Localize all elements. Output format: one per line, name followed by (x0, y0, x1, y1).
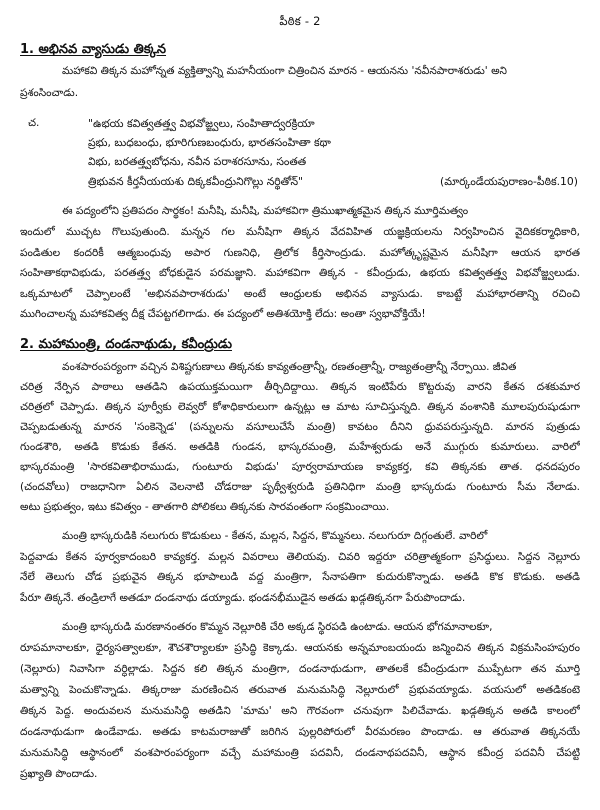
page-header: పీఠిక - 2 (279, 14, 321, 28)
section-2-para-3-line-6: దండనాథుడుగా ఉండేవాడు. అతడు కాటమరాజుతో జరిగిన పుల్లరిపోరులో వీరమరణం పొందాడు. ఆ తరువాత తిక్కనయే (20, 726, 580, 738)
section-2-para-1-line-2: చరిత్ర నేర్పిన పాఠాలు ఆతడిని ఉపయుక్తమయిగా తీర్చిదిద్దాయి. తిక్కన ఇంటిపేరు కొట్టరువు వారని కేతన దశకుమార (20, 381, 580, 393)
section-2-para-1-line-5: గుండశౌరి, అతడి కొడుకు కేతన. అతడికి గుండన, భాస్కరమంత్రి, మహేశ్వరుడు అనే ముగ్గురు కుమారులు. వారిలో (20, 441, 580, 453)
section-2-para-3-line-2: రూపమానాలకూ, ధైర్యసత్వాలకూ, శౌచశౌర్యాలకూ ప్రసిద్ధి కెక్కాడు. ఆయనకు అన్నమాంబయందు జన్మించిన తిక్కన విక్రమసింహపురం (20, 642, 580, 654)
section-2-para-1-line-8: అటు ప్రభుత్వం, ఇటు కవిత్వం - తాతగారి పోలికలు తిక్కనకు సారవంతంగా సంక్రమించాయి. (20, 501, 390, 513)
verse-marker: చ. (28, 117, 40, 129)
section-2-para-3-line-8: ప్రఖ్యాతి పొందాడు. (20, 768, 98, 780)
verse-line-4: త్రిభువన కీర్తనీయయశు దిక్కకవీంద్రునిగొల్లు నర్థితోన్" (88, 175, 304, 188)
verse-line-1: "ఉభయ కవిత్వతత్త్వ విభవోజ్జ్వలు, సంహితాద్వరక్రియా (88, 117, 315, 130)
section-2-para-2-line-3: నేలే తెలుగు చోడ ప్రభువైన తిక్కన భూపాలుడి వద్ద మంత్రిగా, సేనాపతిగా కుదురుకొన్నాడు. అతడి కొక కొడుకు. అతడి (20, 571, 580, 583)
verse-citation: (మార్కండేయపురాణం-పీఠిక.10) (440, 175, 578, 188)
section-2-heading: 2. మహామంత్రి, దండనాథుడు, కవీంద్రుడు (20, 337, 232, 352)
section-1-para-line-4: సంహితాకథావిభుడు, పరతత్త్వ బోధకుడైన పరమజ్ఞాని. మహాకవిగా తిక్కన - కవీంద్రుడు, ఉభయ కవిత్వతత్త్వ విభవోజ్జ్వలుడు. (20, 267, 580, 279)
section-2-para-3-line-1: మంత్రి భాస్కరుడి మరణానంతరం కొమ్మన నెల్లూరికి చేరి అక్కడ స్థిరపడి ఉంటాడు. ఆయన భోగమానాలకూ, (62, 621, 493, 633)
section-2-para-1-line-1: వంశపారంపర్యంగా వచ్చిన విశిష్టగుణాలు తిక్కనకు కావ్యతంత్రాన్నీ, రణతంత్రాన్నీ, రాజ్యతంత్రాన్నీ నేర్పాయి. జీవిత (62, 361, 517, 373)
section-1-para-line-1: ఈ పద్యంలోని ప్రతిపదం సార్థకం! మనీషి, మనీషి, మహాకవిగా త్రిముఖాత్మకమైన తిక్కన మూర్తిమత్వం (62, 205, 469, 217)
section-1-intro-line-2: ప్రశంసించాడు. (20, 87, 79, 99)
section-2-para-1-line-4: చెప్పబడుతున్న మారన 'సంకెన్నెడ' (పన్నులను వసూలుచేసే మంత్రి) కావటం దీనిని ధ్రువపరుస్తున్నది. మారన పుత్రుడు (20, 421, 580, 433)
section-2-para-3-line-3: (నెల్లూరు) నివాసిగా వర్ధిల్లాడు. సిద్దన కలి తిక్కన మంత్రిగా, దండనాథుడుగా, తాతలకే కవీంద్రుడుగా ముప్పేటగా తన మూర్తి (20, 663, 580, 675)
section-1-intro-line-1: మహాకవి తిక్కన మహోన్నత వ్యక్తిత్వాన్ని మహనీయంగా చిత్రించిన మారన - ఆయనను 'నవీనపారాశరుడు' అని (62, 65, 507, 77)
section-1-para-line-6: ముగించాలన్న మహాకవిత్వ దీక్ష చేపట్టగలిగాడు. ఈ పద్యంలో అతిశయోక్తి లేదు: అంతా స్వభావోక్తియే! (20, 308, 426, 320)
section-2-para-1-line-6: భాస్కరమంత్రి 'సారకవితాభిరాముడు, గుంటూరు విభుడు' పూర్వరామాయణ కావ్యకర్త, కవి తిక్కనకు తాత. ధనదపురం (20, 461, 580, 473)
section-2-para-3-line-5: తిక్కన పెద్ద. అందువలన మనుమసిద్ధి అతడిని 'మామ' అని గౌరవంగా చనువుగా పిలిచేవాడు. ఖడ్గతిక్కన అతడి కాలంలో (20, 705, 580, 717)
verse-line-2: ప్రభు, బుధబంధు, భూరిగుణబంధురు, భారతసంహితా కథా (88, 136, 331, 149)
verse-line-3: విభు, బరతత్త్వబోధను, నవీన పరాశరసూను, సంతత (88, 155, 307, 168)
section-1-para-line-2: ఇందులో ముచ్చట గొలుపుతుంది. మన్నన గల మనీషిగా తిక్కన వేదవిహిత యజ్ఞక్రియలను నిర్వహించిన వైదికకర్మాధికారి, (20, 226, 580, 238)
section-2-para-2-line-2: పెద్దవాడు కేతన పూర్వకాదంబరి కావ్యకర్త. మల్లన వివరాలు తెలియవు. చివరి ఇద్దరూ చరిత్రాత్మకంగా ప్రసిద్ధులు. సిద్దన నెల్లూరు (20, 551, 580, 563)
section-2-para-2-line-1: మంత్రి భాస్కరుడికి నలుగురు కొడుకులు - కేతన, మల్లన, సిద్దన, కొమ్మనలు. నలుగురూ దిగ్గంతులే. వారిలో (62, 530, 488, 542)
section-2-para-1-line-7: (చందవోలు) రాజధానిగా ఏలిన వెలనాటి చోడరాజు పృథ్వీశ్వరుడి ప్రతినిధిగా మంత్రి భాస్కరుడు గుంటూరు సీమ నేలాడు. (20, 481, 580, 493)
section-2-para-2-line-4: పేరూ తిక్కనే. తండ్రిలాగే అతడూ దండనాథు డయ్యాడు. భండనభీముడైన అతడు ఖడ్గతిక్కనగా పేరుపొందాడు. (20, 592, 466, 604)
section-1-para-line-3: పండితుల కందరికీ ఆత్మబంధువు అపార గుణనిధి, త్రిలోక కీర్తిసాంద్రుడు. మహోత్కృష్టమైన మనీషిగా ఆయన భారత (20, 247, 580, 259)
section-1-heading: 1. అభినవ వ్యాసుడు తిక్కన (20, 42, 167, 57)
section-2-para-3-line-4: మత్వాన్ని పెంచుకొన్నాడు. తిక్కరాజు మరణించిన తరువాత మనుమసిద్ధి నెల్లూరులో ప్రభువయ్యాడు. వయసులో అతడికంటె (20, 684, 580, 696)
section-2-para-1-line-3: చరిత్రలో చెప్పాడు. తిక్కన పూర్వీకు లెవ్వరో కోశాధికారులుగా ఉన్నట్లు ఆ మాట సూచిస్తున్నది. తిక్కన వంశానికి మూలపురుషుడుగా (20, 401, 580, 413)
section-2-para-3-line-7: మనుమసిద్ధి ఆస్థానంలో వంశపారంపర్యంగా వచ్చే మహామంత్రి పదవినీ, దండనాథపదవినీ, ఆస్థాన కవీంద్ర పదవినీ చేపట్టి (20, 747, 580, 759)
section-1-para-line-5: ఒక్కమాటలో చెప్పాలంటే 'అభినవపారాశరుడు' అంటే ఆంధ్రులకు అభినవ వ్యాసుడు. కాబట్టే మహాభారతాన్ని రచించి (20, 288, 580, 300)
